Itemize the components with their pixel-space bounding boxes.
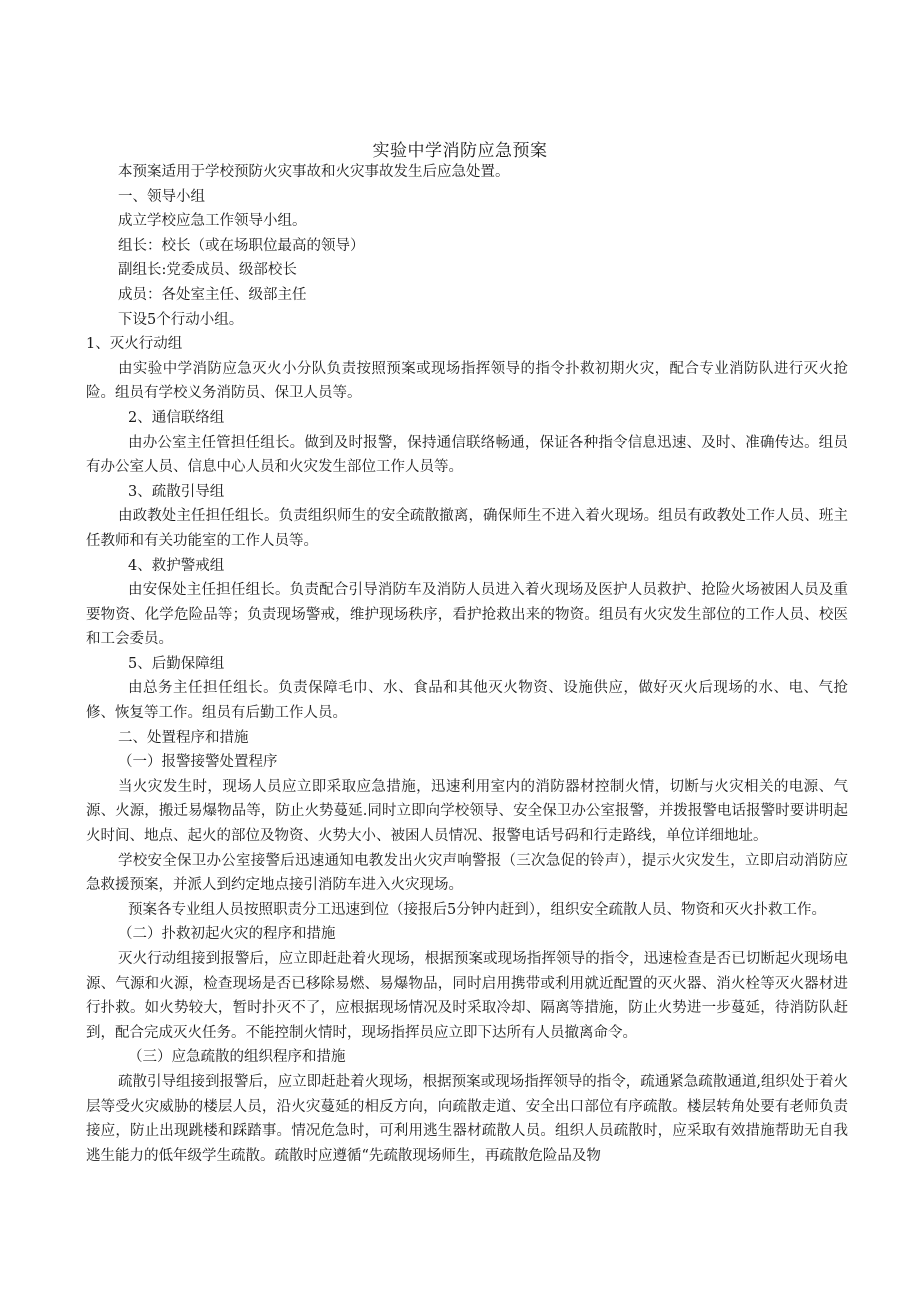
section-heading: 二、处置程序和措施 [118,729,249,746]
group-heading: 2、通信联络组 [128,409,225,426]
paragraph: 当火灾发生时，现场人员应立即采取应急措施，迅速利用室内的消防器材控制火情，切断与火灾相关的电源、气源、火源，搬迁易爆物品等，防止火势蔓延.同时立即向学校领导、安全保卫办公室报警，并拨报警电话报警时要讲明起火时间、地点、起火的部位及物资、火势大小、被困人员情况、报警电话号码和行走路线，单位详细地址。 [86,778,848,845]
paragraph: 由政教处主任担任组长。负责组织师生的安全疏散撤离，确保师生不进入着火现场。组员有政教处工作人员、班主任教师和有关功能室的工作人员等。 [86,508,848,549]
paragraph: 由办公室主任管担任组长。做到及时报警，保持通信联络畅通，保证各种指令信息迅速、及时、准确传达。组员有办公室人员、信息中心人员和火灾发生部位工作人员等。 [86,434,848,476]
group-heading: 4、救护警戒组 [128,557,225,574]
subsection-heading: （三）应急疏散的组织程序和措施 [128,1049,346,1066]
paragraph: 组长：校长（或在场职位最高的领导） [118,237,365,254]
paragraph: 疏散引导组接到报警后，应立即赶赴着火现场，根据预案或现场指挥领导的指令，疏通紧急疏散通道,组织处于着火层等受火灾威胁的楼层人员，沿火灾蔓延的相反方向，向疏散走道、安全出口部位有序疏散。楼层转角处要有老师负责接应，防止出现跳楼和踩踏事。情况危急时，可利用逃生器材疏散人员。组织人员疏散时，应采取有效措施帮助无自我逃生能力的低年级学生疏散。疏散时应遵循“先疏散现场师生，再疏散危险品及物 [86,1073,848,1164]
subsection-heading: （一）报警接警处置程序 [118,754,278,771]
document-title: 实验中学消防应急预案 [372,141,548,161]
paragraph: 副组长:党委成员、级部校长 [118,262,297,279]
paragraph: 成立学校应急工作领导小组。 [118,213,307,230]
document-body [86,160,848,1168]
paragraph: 由总务主任担任组长。负责保障毛巾、水、食品和其他灭火物资、设施供应，做好灭火后现场的水、电、气抢修、恢复等工作。组员有后勤工作人员。 [86,680,848,722]
subsection-heading: （二）扑救初起火灾的程序和措施 [118,926,336,943]
paragraph: 由实验中学消防应急灭火小分队负责按照预案或现场指挥领导的指令扑救初期火灾，配合专业消防队进行灭火抢险。组员有学校义务消防员、保卫人员等。 [86,360,848,402]
scope-paragraph: 本预案适用于学校预防火灾事故和火灾事故发生后应急处置。 [118,164,510,180]
group-heading: 1、灭火行动组 [86,336,183,353]
group-heading: 3、疏散引导组 [128,483,225,500]
paragraph: 灭火行动组接到报警后，应立即赶赴着火现场，根据预案或现场指挥领导的指令，迅速检查是否已切断起火现场电源、气源和火源，检查现场是否已移除易燃、易爆物品，同时启用携带或利用就近配置的灭火器、消火栓等灭火器材进行扑救。如火势较大，暂时扑灭不了，应根据现场情况及时采取冷却、隔离等措施，防止火势进一步蔓延，待消防队赶到，配合完成灭火任务。不能控制火情时，现场指挥员应立即下达所有人员撤离命令。 [86,951,848,1041]
paragraph: 由安保处主任担任组长。负责配合引导消防车及消防人员进入着火现场及医护人员救护、抢险火场被困人员及重要物资、化学危险品等；负责现场警戒，维护现场秩序，看护抢救出来的物资。组员有火灾发生部位的工作人员、校医和工会委员。 [86,582,848,648]
paragraph: 下设5个行动小组。 [118,311,244,328]
paragraph: 学校安全保卫办公室接警后迅速通知电教发出火灾声响警报（三次急促的铃声），提示火灾发生，立即启动消防应急救援预案，并派人到约定地点接引消防车进入火灾现场。 [86,852,848,894]
paragraph: 成员：各处室主任、级部主任 [118,286,307,303]
section-heading: 一、领导小组 [118,188,205,205]
group-heading: 5、后勤保障组 [128,655,225,672]
paragraph: 预案各专业组人员按照职责分工迅速到位（接报后5分钟内赶到），组织安全疏散人员、物资和灭火扑救工作。 [128,901,826,918]
